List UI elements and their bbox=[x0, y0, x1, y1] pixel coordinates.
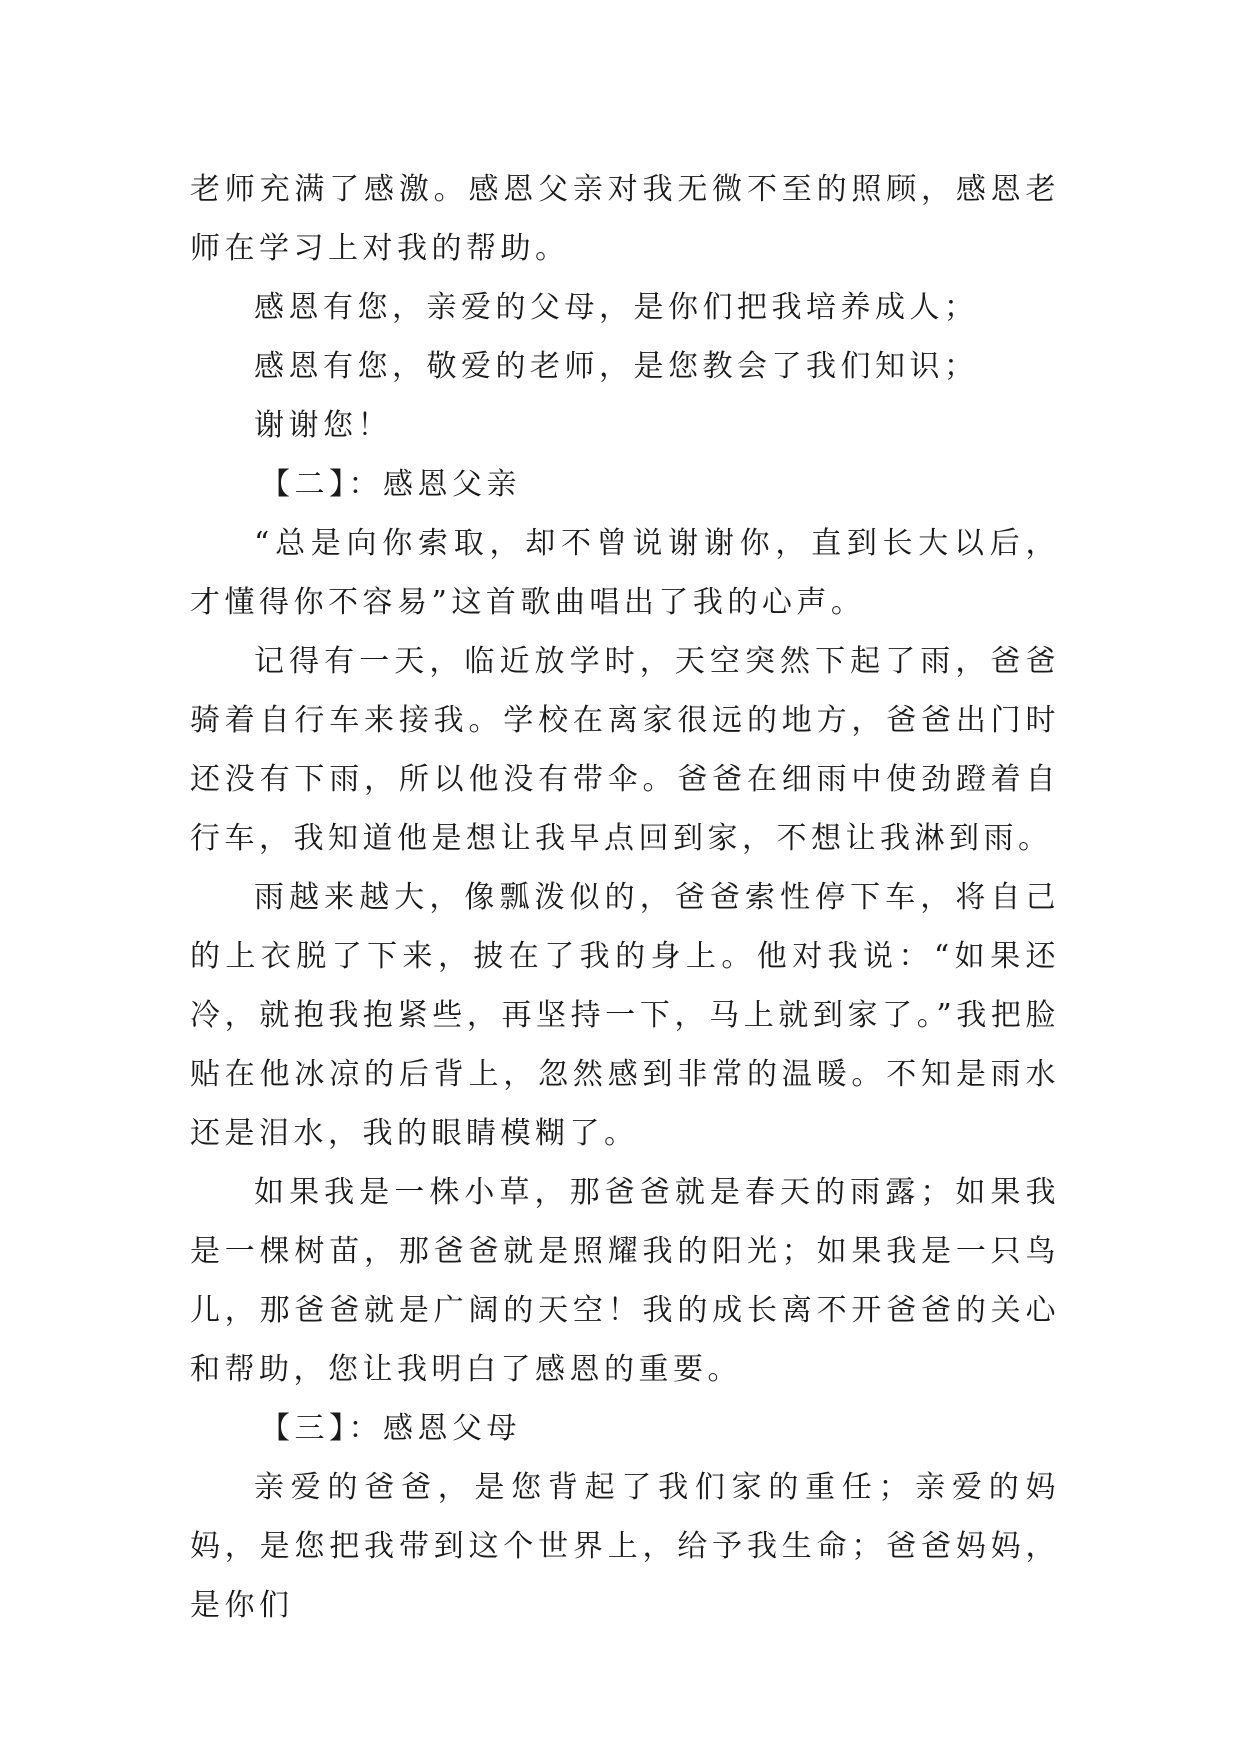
paragraph-continuation: 老师充满了感激。感恩父亲对我无微不至的照顾，感恩老师在学习上对我的帮助。 bbox=[190, 172, 1060, 266]
paragraph-thanks-parents: 感恩有您，亲爱的父母，是你们把我培养成人； bbox=[254, 290, 979, 325]
section-heading-two: 【二】：感恩父亲 bbox=[260, 467, 521, 502]
paragraph-parents: 亲爱的爸爸，是您背起了我们家的重任；亲爱的妈妈，是您把我带到这个世界上，给予我生命；爸爸妈妈，是你们 bbox=[190, 1470, 1060, 1623]
paragraph-thanks-teacher: 感恩有您，敬爱的老师，是您教会了我们知识； bbox=[254, 349, 979, 384]
document-page bbox=[190, 160, 1060, 1635]
paragraph-heavy-rain: 雨越来越大，像瓢泼似的，爸爸索性停下车，将自己的上衣脱了下来，披在了我的身上。他对我说：“如果还冷，就抱我抱紧些，再坚持一下，马上就到家了。”我把脸贴在他冰凉的后背上，忽然感到非常的温暖。不知是雨水还是泪水，我的眼睛模糊了。 bbox=[190, 880, 1060, 1151]
paragraph-metaphor: 如果我是一株小草，那爸爸就是春天的雨露；如果我是一棵树苗，那爸爸就是照耀我的阳光；如果我是一只鸟儿，那爸爸就是广阔的天空！我的成长离不开爸爸的关心和帮助，您让我明白了感恩的重要。 bbox=[190, 1175, 1060, 1387]
paragraph-rainy-day: 记得有一天，临近放学时，天空突然下起了雨，爸爸骑着自行车来接我。学校在离家很远的地方，爸爸出门时还没有下雨，所以他没有带伞。爸爸在细雨中使劲蹬着自行车，我知道他是想让我早点回到家，不想让我淋到雨。 bbox=[190, 644, 1060, 856]
paragraph-thank-you: 谢谢您！ bbox=[254, 408, 392, 443]
paragraph-song-quote: “总是向你索取，却不曾说谢谢你，直到长大以后，才懂得你不容易”这首歌曲唱出了我的心声。 bbox=[190, 526, 1060, 620]
section-heading-three: 【三】：感恩父母 bbox=[260, 1411, 521, 1446]
